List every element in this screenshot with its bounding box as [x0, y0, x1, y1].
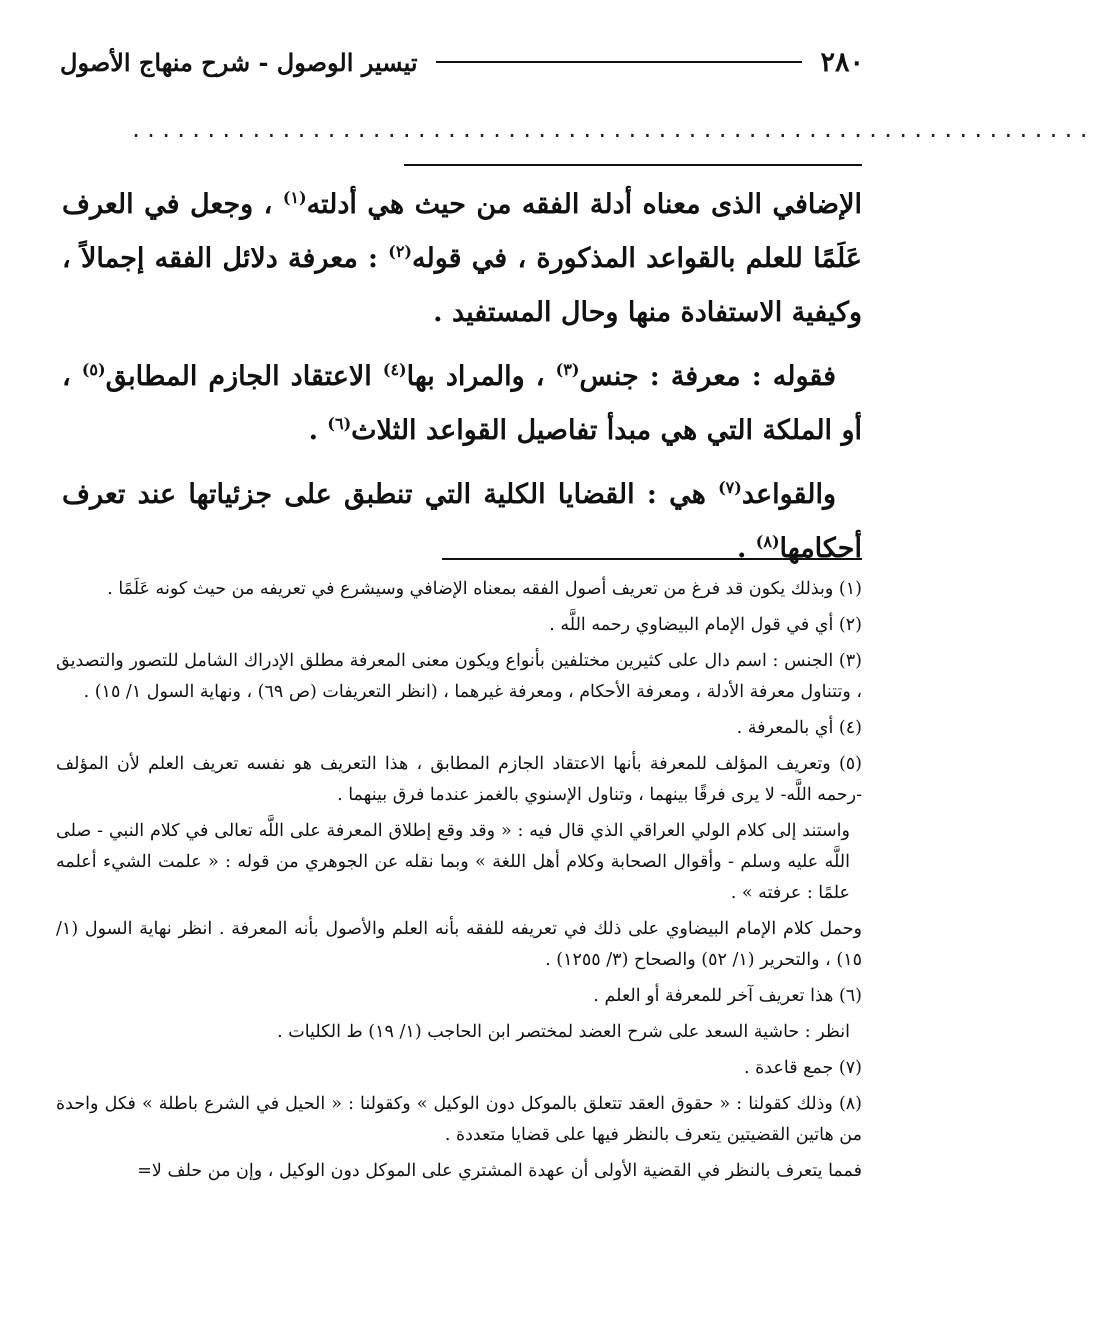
page-number: ٢٨٠ — [820, 46, 864, 78]
footnote-5-continuation-1: واستند إلى كلام الولي العراقي الذي قال فيه : « وقد وقع إطلاق المعرفة على اللَّه تعالى في كلام النبي - صلى اللَّه عليه وسلم - وأقوال الصحابة وكلام أهل اللغة » وبما نقله عن الجوهري من قوله : « علمت الشيء أعلمه علمًا : عرفته » . — [56, 821, 850, 903]
footnote-ref-6[interactable]: (٦) — [327, 414, 352, 433]
footnote-ref-2[interactable]: (٢) — [388, 242, 412, 261]
footnote-3: (٣) الجنس : اسم دال على كثيرين مختلفين بأنواع ويكون معنى المعرفة مطلق الإدراك الشامل للتصور والتصديق ، وتتناول معرفة الأدلة ، ومعرفة الأحكام ، ومعرفة غيرهما ، (انظر التعريفات (ص ٦٩) ، ونهاية السول ١/ ١٥) . — [56, 651, 862, 702]
dotted-separator: ................................................................ — [130, 118, 1093, 142]
footnote-5-continuation-2: وحمل كلام الإمام البيضاوي على ذلك في تعريفه للفقه بأنه العلم والأصول بأنه المعرفة . انظر نهاية السول (١/ ١٥) ، والتحرير (١/ ٥٢) والصحاح (٣/ ١٢٥٥) . — [56, 919, 862, 970]
book-title: تيسير الوصول - شرح منهاج الأصول — [60, 47, 418, 77]
footnote-ref-7[interactable]: (٧) — [718, 478, 742, 497]
paragraph-3: والقواعد$^{(٧)}$ هي : القضايا الكلية التي تنطبق على جزئياتها عند تعرف أحكامها$^{(٨)}$ . — [62, 478, 862, 564]
footnote-1: (١) وبذلك يكون قد فرغ من تعريف أصول الفقه بمعناه الإضافي وسيشرع في تعريفه من حيث كونه عَلَمًا . — [107, 579, 862, 599]
footnote-7: (٧) جمع قاعدة . — [743, 1058, 862, 1078]
paragraph-1: الإضافي الذى معناه أدلة الفقه من حيث هي أدلته$^{(١)}$ ، وجعل في العرف عَلَمًا للعلم بالقواعد المذكورة ، في قوله$^{(٢)}$ : معرفة دلائل الفقه إجمالاً ، وكيفية الاستفادة منها وحال المستفيد . — [62, 188, 862, 328]
footnotes — [56, 574, 862, 1192]
footnote-8-continuation: فمما يتعرف بالنظر في القضية الأولى أن عهدة المشتري على الموكل دون الوكيل ، وإن من حلف لا= — [137, 1161, 862, 1181]
header-rule — [436, 61, 803, 63]
running-header — [60, 42, 864, 82]
top-divider — [404, 164, 862, 166]
footnote-ref-8[interactable]: (٨) — [755, 532, 780, 551]
footnote-4: (٤) أي بالمعرفة . — [736, 718, 862, 738]
footnote-divider — [442, 558, 862, 560]
footnote-ref-3[interactable]: (٣) — [555, 360, 580, 379]
footnote-6-continuation: انظر : حاشية السعد على شرح العضد لمختصر ابن الحاجب (١/ ١٩) ط الكليات . — [277, 1022, 850, 1042]
footnote-2: (٢) أي في قول الإمام البيضاوي رحمه اللَّه . — [549, 615, 862, 635]
footnote-6: (٦) هذا تعريف آخر للمعرفة أو العلم . — [593, 986, 862, 1006]
main-text — [62, 178, 862, 586]
footnote-ref-5[interactable]: (٥) — [81, 360, 106, 379]
footnote-8: (٨) وذلك كقولنا : « حقوق العقد تتعلق بالموكل دون الوكيل » وكقولنا : « الحيل في الشرع باطلة » فكل واحدة من هاتين القضيتين يتعرف بالنظر فيها على قضايا متعددة . — [56, 1094, 862, 1145]
footnote-ref-4[interactable]: (٤) — [382, 360, 407, 379]
paragraph-2: فقوله : معرفة : جنس$^{(٣)}$ ، والمراد بها$^{(٤)}$ الاعتقاد الجازم المطابق$^{(٥)}$ ، أو الملكة التي هي مبدأ تفاصيل القواعد الثلاث$^{(٦)}$ . — [62, 360, 862, 446]
footnote-5: (٥) وتعريف المؤلف للمعرفة بأنها الاعتقاد الجازم المطابق ، هذا التعريف هو نفسه تعريف العلم لأن المؤلف -رحمه اللَّه- لا يرى فرقًا بينهما ، وتناول الإسنوي بالغمز عندما فرق بينهما . — [56, 754, 862, 805]
footnote-ref-1[interactable]: (١) — [282, 188, 307, 207]
